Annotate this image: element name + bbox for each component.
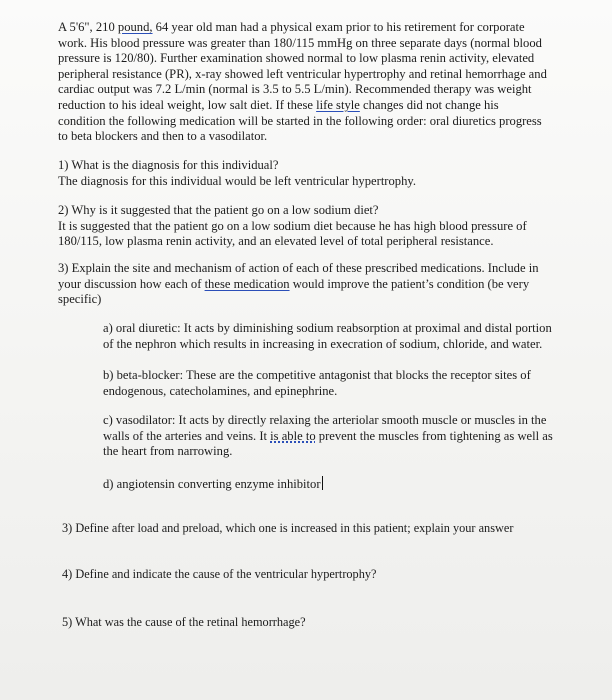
question-text: your discussion how each of these medication would improve the patient’s condition (be very	[58, 276, 530, 291]
case-line: reduction to his ideal weight, low salt diet. If these life style changes did not change his	[58, 97, 499, 112]
answer-text[interactable]: of the nephron which results in increasing in execration of sodium, chloride, and water.	[103, 336, 543, 351]
case-line: to beta blockers and then to a vasodilator.	[58, 129, 268, 144]
question-3b	[62, 521, 582, 536]
answer-c[interactable]	[103, 413, 583, 460]
question-5	[62, 615, 582, 630]
spellcheck-underline[interactable]: pound,	[117, 20, 153, 34]
question-text: 4) Define and indicate the cause of the ventricular hypertrophy?	[62, 567, 377, 581]
question-4	[62, 567, 582, 582]
answer-d[interactable]	[103, 476, 583, 493]
question-text: 5) What was the cause of the retinal hemorrhage?	[62, 615, 306, 629]
question-text: 3) Define after load and preload, which one is increased in this patient; explain your answer	[62, 521, 514, 535]
answer-text[interactable]: endogenous, catecholamines, and epinephrine.	[103, 383, 338, 398]
answer-text[interactable]: 180/115, low plasma renin activity, and an elevated level of total peripheral resistance.	[58, 234, 494, 249]
question-text: 2) Why is it suggested that the patient go on a low sodium diet?	[58, 203, 379, 217]
text-cursor	[322, 476, 323, 490]
question-3	[58, 261, 578, 308]
question-1	[58, 158, 578, 189]
answer-text[interactable]: The diagnosis for this individual would be left ventricular hypertrophy.	[58, 173, 417, 188]
case-line: A 5'6", 210 pound, 64 year old man had a physical exam prior to his retirement for corporate	[58, 20, 525, 34]
answer-a[interactable]	[103, 321, 583, 352]
case-line: condition the following medication will be started in the following order: oral diuretics progress	[58, 113, 542, 128]
case-paragraph	[58, 20, 578, 145]
answer-text[interactable]: b) beta-blocker: These are the competitive antagonist that blocks the receptor sites of	[103, 368, 531, 382]
case-line: peripheral resistance (PR), x-ray showed left ventricular hypertrophy and retinal hemorrhage and	[58, 66, 547, 81]
question-text: specific)	[58, 292, 102, 307]
spellcheck-underline[interactable]: life style	[316, 97, 360, 112]
answer-text[interactable]: a) oral diuretic: It acts by diminishing sodium reabsorption at proximal and distal portion	[103, 321, 552, 335]
answer-text[interactable]: the heart from narrowing.	[103, 444, 233, 459]
case-line: pressure is 120/80). Further examination showed normal to low plasma renin activity, elevated	[58, 51, 535, 66]
spellcheck-underline[interactable]: these medication	[204, 276, 290, 291]
case-line: work. His blood pressure was greater than 180/115 mmHg on three separate days (normal blood	[58, 35, 542, 50]
grammar-underline[interactable]: is able to	[270, 428, 316, 443]
answer-text[interactable]: d) angiotensin converting enzyme inhibitor	[103, 477, 321, 491]
question-2	[58, 203, 578, 250]
answer-text[interactable]: c) vasodilator: It acts by directly relaxing the arteriolar smooth muscle or muscles in the	[103, 413, 547, 427]
case-line: cardiac output was 7.2 L/min (normal is 3.5 to 5.5 L/min). Recommended therapy was weight	[58, 82, 532, 97]
answer-text[interactable]: It is suggested that the patient go on a low sodium diet because he has high blood pressure of	[58, 218, 527, 233]
question-text: 1) What is the diagnosis for this individual?	[58, 158, 279, 172]
answer-text[interactable]: walls of the arteries and veins. It is able to prevent the muscles from tightening as well as	[103, 428, 553, 443]
question-text: 3) Explain the site and mechanism of action of each of these prescribed medications. Include in	[58, 261, 539, 275]
answer-b[interactable]	[103, 368, 583, 399]
